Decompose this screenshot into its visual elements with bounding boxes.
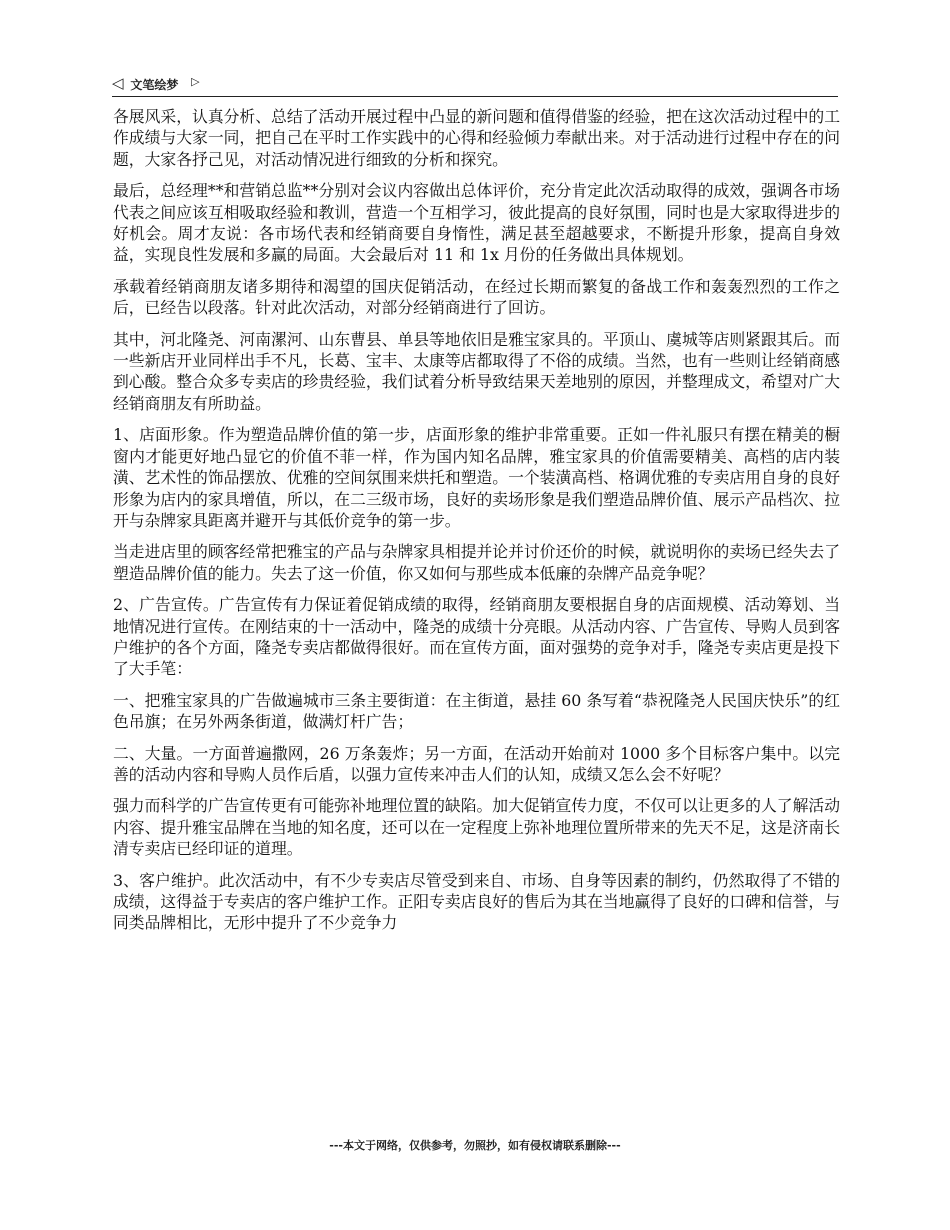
right-triangle-icon: ▷ (191, 75, 200, 88)
paragraph: 其中，河北隆尧、河南漯河、山东曹县、单县等地依旧是雅宝家具的。平顶山、虞城等店则紧跟其后。而一些新店开业同样出手不凡，长葛、宝丰、太康等店都取得了不俗的成绩。当然，也有一些则让经销商感到心酸。整合众多专卖店的珍贵经验，我们试着分析导致结果天差地别的原因，并整理成文，希望对广大经销商朋友有所助益。 (113, 329, 840, 413)
paragraph: 各展风采，认真分析、总结了活动开展过程中凸显的新问题和值得借鉴的经验，把在这次活动过程中的工作成绩与大家一同，把自己在平时工作实践中的心得和经验倾力奉献出来。对于活动进行过程中存在的问题，大家各抒己见，对活动情况进行细致的分析和探究。 (113, 107, 840, 169)
page-header (112, 72, 838, 97)
paragraph: 一、把雅宝家具的广告做遍城市三条主要街道：在主街道，悬挂 60 条写着“恭祝隆尧人民国庆快乐”的红色吊旗；在另外两条街道，做满灯杆广告； (113, 690, 840, 732)
paragraph: 1、店面形象。作为塑造品牌价值的第一步，店面形象的维护非常重要。正如一件礼服只有摆在精美的橱窗内才能更好地凸显它的价值不菲一样，作为国内知名品牌，雅宝家具的价值需要精美、高档的店内装潢、艺术性的饰品摆放、优雅的空间氛围来烘托和塑造。一个装潢高档、格调优雅的专卖店用自身的良好形象为店内的家具增值，所以，在二三级市场，良好的卖场形象是我们塑造品牌价值、展示产品档次、拉开与杂牌家具距离并避开与其低价竞争的第一步。 (113, 425, 840, 530)
paragraph: 强力而科学的广告宣传更有可能弥补地理位置的缺陷。加大促销宣传力度，不仅可以让更多的人了解活动内容、提升雅宝品牌在当地的知名度，还可以在一定程度上弥补地理位置所带来的先天不足，这是济南长清专卖店已经印证的道理。 (113, 796, 840, 859)
footer-disclaimer: ---本文于网络，仅供参考，勿照抄，如有侵权请联系删除--- (329, 1139, 621, 1152)
paragraph: 2、广告宣传。广告宣传有力保证着促销成绩的取得，经销商朋友要根据自身的店面规模、活动筹划、当地情况进行宣传。在刚结束的十一活动中，隆尧的成绩十分亮眼。从活动内容、广告宣传、导购人员到客户维护的各个方面，隆尧专卖店都做得很好。而在宣传方面，面对强势的竞争对手，隆尧专卖店更是投下了大手笔： (113, 595, 840, 679)
document-body (113, 106, 840, 944)
paragraph: 最后，总经理**和营销总监**分别对会议内容做出总体评价，充分肯定此次活动取得的成效，强调各市场代表之间应该互相吸取经验和教训，营造一个互相学习，彼此提高的良好氛围，同时也是大家取得进步的好机会。周才友说：各市场代表和经销商要自身惰性，满足甚至超越要求，不断提升形象，提高自身效益，实现良性发展和多赢的局面。大会最后对 11 和 1x 月份的任务做出具体规划。 (113, 181, 840, 265)
paragraph: 承载着经销商朋友诸多期待和渴望的国庆促销活动，在经过长期而繁复的备战工作和轰轰烈烈的工作之后，已经告以段落。针对此次活动，对部分经销商进行了回访。 (113, 276, 840, 318)
paragraph: 3、客户维护。此次活动中，有不少专卖店尽管受到来自、市场、自身等因素的制约，仍然取得了不错的成绩，这得益于专卖店的客户维护工作。正阳专卖店良好的售后为其在当地赢得了良好的口碑和信誉，与同类品牌相比，无形中提升了不少竞争力 (113, 870, 840, 933)
paragraph: 当走进店里的顾客经常把雅宝的产品与杂牌家具相提并论并讨价还价的时候，就说明你的卖场已经失去了塑造品牌价值的能力。失去了这一价值，你又如何与那些成本低廉的杂牌产品竞争呢？ (113, 542, 840, 583)
paragraph: 二、大量。一方面普遍撒网，26 万条轰炸；另一方面，在活动开始前对 1000 多个目标客户集中。以完善的活动内容和导购人员作后盾，以强力宣传来冲击人们的认知，成绩又怎么会不好呢？ (113, 743, 840, 784)
header-brand (112, 74, 202, 92)
left-triangle-icon: ◁ (112, 74, 124, 92)
header-title: 文笔绘梦 (130, 78, 179, 92)
